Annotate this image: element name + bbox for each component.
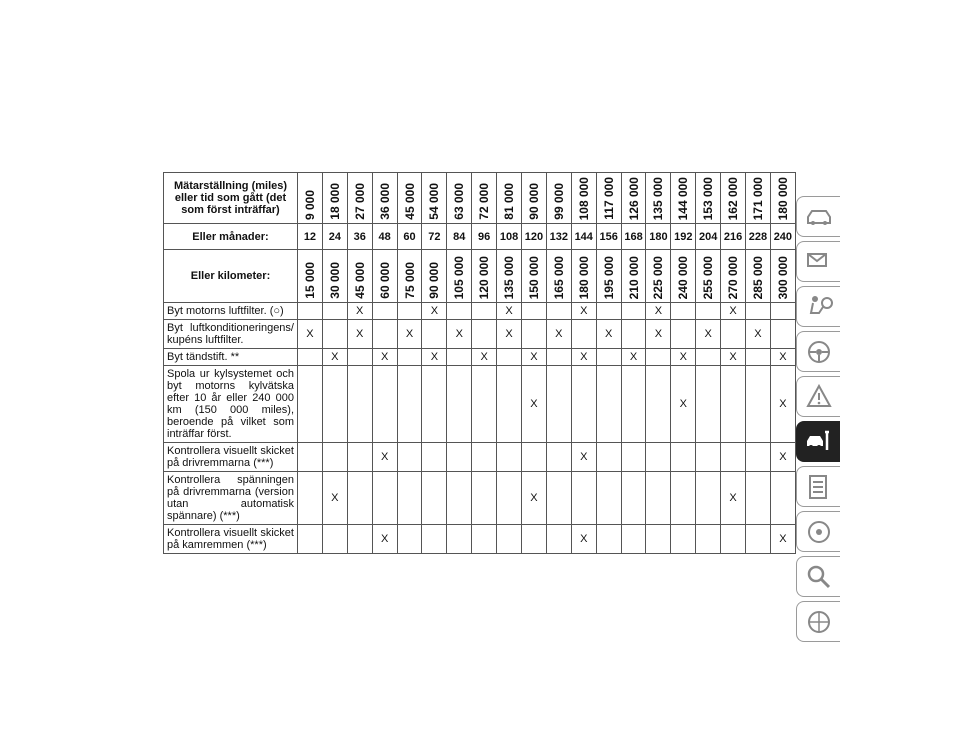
- schedule-mark: [646, 525, 671, 554]
- km-column-header: [571, 250, 596, 303]
- mileage-column-header-value: 81 000: [502, 183, 517, 220]
- km-column-header-value: 120 000: [477, 255, 492, 299]
- km-column-header: [298, 250, 323, 303]
- months-column-header: 132: [546, 224, 571, 250]
- km-column-header: [596, 250, 621, 303]
- mileage-column-header: [696, 173, 721, 224]
- km-column-header: [497, 250, 522, 303]
- months-header-label: Eller månader:: [164, 224, 298, 250]
- maintenance-item-label: Kontrollera visuellt skicket på kamremmen (***): [164, 525, 298, 554]
- table-row: [164, 320, 796, 349]
- schedule-mark: [447, 349, 472, 366]
- mileage-column-header: [646, 173, 671, 224]
- schedule-mark: [422, 525, 447, 554]
- mileage-column-header: [621, 173, 646, 224]
- chapter-tab[interactable]: [796, 286, 840, 327]
- mileage-header-label: Mätarställning (miles) eller tid som gått (det som först inträffar): [164, 173, 298, 224]
- schedule-mark: X: [571, 525, 596, 554]
- chapter-tab[interactable]: [796, 466, 840, 507]
- schedule-mark: [447, 303, 472, 320]
- months-column-header: 180: [646, 224, 671, 250]
- km-column-header: [447, 250, 472, 303]
- schedule-mark: X: [447, 320, 472, 349]
- schedule-mark: [621, 443, 646, 472]
- mileage-column-header: [447, 173, 472, 224]
- table-row: [164, 443, 796, 472]
- schedule-mark: [397, 472, 422, 525]
- km-column-header-value: 210 000: [626, 255, 641, 299]
- km-column-header: [372, 250, 397, 303]
- km-column-header-value: 285 000: [750, 255, 765, 299]
- mileage-column-header: [721, 173, 746, 224]
- schedule-mark: [447, 366, 472, 443]
- mileage-column-header: [322, 173, 347, 224]
- schedule-mark: [522, 443, 547, 472]
- chapter-tabs: [796, 196, 840, 646]
- schedule-mark: [770, 303, 795, 320]
- months-column-header: 84: [447, 224, 472, 250]
- schedule-mark: [546, 472, 571, 525]
- schedule-mark: X: [522, 349, 547, 366]
- schedule-mark: X: [397, 320, 422, 349]
- schedule-mark: [372, 366, 397, 443]
- schedule-mark: [621, 366, 646, 443]
- months-column-header: 228: [746, 224, 771, 250]
- schedule-mark: X: [621, 349, 646, 366]
- schedule-mark: [546, 366, 571, 443]
- schedule-mark: [770, 472, 795, 525]
- schedule-mark: [571, 366, 596, 443]
- km-column-header: [347, 250, 372, 303]
- schedule-mark: [347, 472, 372, 525]
- table-row: [164, 303, 796, 320]
- schedule-mark: [596, 472, 621, 525]
- schedule-mark: [596, 525, 621, 554]
- schedule-mark: [472, 303, 497, 320]
- mileage-column-header: [497, 173, 522, 224]
- mileage-column-header: [397, 173, 422, 224]
- km-column-header-value: 255 000: [701, 255, 716, 299]
- schedule-mark: X: [372, 349, 397, 366]
- schedule-mark: [596, 349, 621, 366]
- schedule-mark: [422, 366, 447, 443]
- schedule-mark: X: [721, 472, 746, 525]
- schedule-mark: X: [347, 303, 372, 320]
- schedule-mark: [621, 320, 646, 349]
- mileage-column-header: [571, 173, 596, 224]
- months-column-header: 96: [472, 224, 497, 250]
- table-row: [164, 366, 796, 443]
- schedule-mark: [472, 443, 497, 472]
- schedule-mark: X: [671, 349, 696, 366]
- schedule-mark: [621, 525, 646, 554]
- mileage-column-header: [770, 173, 795, 224]
- mileage-column-header-value: 144 000: [676, 176, 691, 220]
- maintenance-item-label: Spola ur kylsystemet och byt motorns kylvätska efter 10 år eller 240 000 km (150 000 miles), beroende på vilket som inträffar först.: [164, 366, 298, 443]
- mileage-column-header: [372, 173, 397, 224]
- km-column-header-value: 165 000: [551, 255, 566, 299]
- schedule-mark: [322, 303, 347, 320]
- km-column-header-value: 15 000: [302, 262, 317, 299]
- mileage-column-header-value: 171 000: [750, 176, 765, 220]
- schedule-mark: [522, 320, 547, 349]
- km-column-header-value: 45 000: [352, 262, 367, 299]
- km-column-header: [746, 250, 771, 303]
- mileage-column-header-value: 126 000: [626, 176, 641, 220]
- schedule-mark: [671, 525, 696, 554]
- mileage-column-header-value: 135 000: [651, 176, 666, 220]
- schedule-mark: [546, 349, 571, 366]
- schedule-mark: [497, 443, 522, 472]
- schedule-mark: X: [322, 472, 347, 525]
- km-column-header: [522, 250, 547, 303]
- schedule-mark: [372, 472, 397, 525]
- km-header-label: Eller kilometer:: [164, 250, 298, 303]
- maintenance-item-label: Byt tändstift. **: [164, 349, 298, 366]
- schedule-mark: [696, 525, 721, 554]
- km-column-header: [696, 250, 721, 303]
- mileage-column-header: [472, 173, 497, 224]
- km-column-header-value: 135 000: [502, 255, 517, 299]
- schedule-mark: X: [497, 303, 522, 320]
- schedule-mark: X: [571, 303, 596, 320]
- km-column-header-value: 270 000: [726, 255, 741, 299]
- schedule-mark: [522, 525, 547, 554]
- table-row: [164, 349, 796, 366]
- schedule-mark: [596, 303, 621, 320]
- schedule-mark: [621, 472, 646, 525]
- km-column-header-value: 75 000: [402, 262, 417, 299]
- mileage-column-header-value: 9 000: [302, 189, 317, 220]
- km-column-header: [671, 250, 696, 303]
- chapter-tab[interactable]: [796, 376, 840, 417]
- chapter-tab[interactable]: [796, 556, 840, 597]
- km-column-header-value: 105 000: [452, 255, 467, 299]
- schedule-mark: X: [298, 320, 323, 349]
- months-column-header: 156: [596, 224, 621, 250]
- chapter-tab[interactable]: [796, 331, 840, 372]
- schedule-mark: [447, 443, 472, 472]
- mileage-column-header: [347, 173, 372, 224]
- schedule-mark: [422, 320, 447, 349]
- schedule-mark: X: [721, 303, 746, 320]
- chapter-tab[interactable]: [796, 196, 840, 237]
- schedule-mark: [298, 303, 323, 320]
- schedule-mark: [721, 320, 746, 349]
- maintenance-item-label: Byt luftkonditioneringens/ kupéns luftfilter.: [164, 320, 298, 349]
- schedule-mark: [721, 443, 746, 472]
- km-column-header: [770, 250, 795, 303]
- mileage-column-header: [546, 173, 571, 224]
- schedule-mark: [447, 472, 472, 525]
- schedule-mark: [472, 525, 497, 554]
- schedule-mark: [696, 349, 721, 366]
- schedule-mark: [447, 525, 472, 554]
- km-column-header-value: 225 000: [651, 255, 666, 299]
- months-column-header: 24: [322, 224, 347, 250]
- schedule-mark: X: [571, 349, 596, 366]
- km-header-row: [164, 250, 796, 303]
- schedule-mark: [646, 472, 671, 525]
- schedule-mark: [422, 472, 447, 525]
- schedule-mark: [322, 443, 347, 472]
- schedule-mark: [696, 472, 721, 525]
- schedule-mark: [721, 525, 746, 554]
- schedule-mark: [546, 525, 571, 554]
- schedule-mark: X: [770, 366, 795, 443]
- km-column-header: [422, 250, 447, 303]
- mileage-column-header: [746, 173, 771, 224]
- schedule-mark: [596, 443, 621, 472]
- schedule-mark: [298, 443, 323, 472]
- table-row: [164, 472, 796, 525]
- schedule-mark: [298, 366, 323, 443]
- mileage-column-header: [671, 173, 696, 224]
- mileage-column-header-value: 153 000: [701, 176, 716, 220]
- schedule-mark: [347, 349, 372, 366]
- schedule-mark: [746, 303, 771, 320]
- schedule-mark: X: [546, 320, 571, 349]
- schedule-mark: [696, 366, 721, 443]
- months-column-header: 204: [696, 224, 721, 250]
- schedule-mark: [522, 303, 547, 320]
- schedule-mark: X: [596, 320, 621, 349]
- maintenance-schedule-table: [163, 172, 796, 554]
- schedule-mark: X: [522, 366, 547, 443]
- months-header-row: [164, 224, 796, 250]
- months-column-header: 240: [770, 224, 795, 250]
- months-column-header: 72: [422, 224, 447, 250]
- km-column-header-value: 300 000: [775, 255, 790, 299]
- schedule-mark: [571, 472, 596, 525]
- mileage-column-header-value: 27 000: [352, 183, 367, 220]
- schedule-mark: [671, 443, 696, 472]
- months-column-header: 168: [621, 224, 646, 250]
- months-column-header: 216: [721, 224, 746, 250]
- km-column-header: [721, 250, 746, 303]
- mileage-column-header: [596, 173, 621, 224]
- km-column-header: [546, 250, 571, 303]
- km-column-header-value: 180 000: [576, 255, 591, 299]
- mileage-column-header-value: 108 000: [576, 176, 591, 220]
- months-column-header: 108: [497, 224, 522, 250]
- schedule-mark: X: [422, 349, 447, 366]
- mileage-column-header: [298, 173, 323, 224]
- km-column-header-value: 150 000: [526, 255, 541, 299]
- mileage-column-header-value: 18 000: [327, 183, 342, 220]
- km-column-header: [397, 250, 422, 303]
- schedule-mark: [646, 366, 671, 443]
- mileage-column-header-value: 162 000: [726, 176, 741, 220]
- schedule-mark: X: [770, 443, 795, 472]
- schedule-mark: [322, 320, 347, 349]
- schedule-mark: X: [372, 525, 397, 554]
- months-column-header: 48: [372, 224, 397, 250]
- km-column-header-value: 90 000: [427, 262, 442, 299]
- schedule-mark: [671, 320, 696, 349]
- schedule-mark: [472, 366, 497, 443]
- schedule-mark: [298, 349, 323, 366]
- chapter-tab[interactable]: [796, 601, 840, 642]
- schedule-mark: [347, 525, 372, 554]
- km-column-header-value: 240 000: [676, 255, 691, 299]
- mileage-column-header-value: 54 000: [427, 183, 442, 220]
- schedule-mark: X: [646, 320, 671, 349]
- mileage-column-header-value: 63 000: [452, 183, 467, 220]
- mileage-header-row: [164, 173, 796, 224]
- schedule-mark: X: [347, 320, 372, 349]
- schedule-mark: [546, 443, 571, 472]
- km-column-header-value: 30 000: [327, 262, 342, 299]
- months-column-header: 36: [347, 224, 372, 250]
- schedule-mark: [298, 525, 323, 554]
- schedule-mark: [696, 303, 721, 320]
- schedule-mark: X: [770, 349, 795, 366]
- schedule-mark: [397, 349, 422, 366]
- schedule-mark: [746, 443, 771, 472]
- km-column-header: [472, 250, 497, 303]
- months-column-header: 192: [671, 224, 696, 250]
- mileage-column-header: [522, 173, 547, 224]
- schedule-mark: [497, 472, 522, 525]
- km-column-header: [646, 250, 671, 303]
- mileage-column-header-value: 72 000: [477, 183, 492, 220]
- mileage-column-header-value: 45 000: [402, 183, 417, 220]
- months-column-header: 120: [522, 224, 547, 250]
- km-column-header: [322, 250, 347, 303]
- schedule-mark: [746, 349, 771, 366]
- mileage-column-header: [422, 173, 447, 224]
- schedule-mark: [322, 525, 347, 554]
- schedule-mark: [497, 525, 522, 554]
- maintenance-item-label: Kontrollera spänningen på drivremmarna (version utan automatisk spännare) (***): [164, 472, 298, 525]
- schedule-mark: [497, 349, 522, 366]
- schedule-mark: [347, 366, 372, 443]
- schedule-mark: [472, 320, 497, 349]
- schedule-mark: [397, 366, 422, 443]
- chapter-tab[interactable]: [796, 511, 840, 552]
- schedule-mark: [497, 366, 522, 443]
- schedule-mark: X: [671, 366, 696, 443]
- schedule-mark: X: [522, 472, 547, 525]
- schedule-mark: X: [422, 303, 447, 320]
- schedule-mark: [646, 349, 671, 366]
- schedule-mark: [746, 366, 771, 443]
- schedule-mark: X: [746, 320, 771, 349]
- months-column-header: 144: [571, 224, 596, 250]
- schedule-mark: X: [696, 320, 721, 349]
- schedule-mark: [397, 303, 422, 320]
- schedule-mark: [646, 443, 671, 472]
- schedule-mark: [746, 472, 771, 525]
- schedule-mark: X: [721, 349, 746, 366]
- schedule-mark: [372, 320, 397, 349]
- schedule-mark: X: [497, 320, 522, 349]
- km-column-header-value: 195 000: [601, 255, 616, 299]
- schedule-mark: [571, 320, 596, 349]
- mileage-column-header-value: 99 000: [551, 183, 566, 220]
- schedule-mark: [596, 366, 621, 443]
- months-column-header: 60: [397, 224, 422, 250]
- schedule-mark: [671, 303, 696, 320]
- schedule-mark: X: [646, 303, 671, 320]
- maintenance-item-label: Byt motorns luftfilter. (○): [164, 303, 298, 320]
- schedule-mark: [696, 443, 721, 472]
- schedule-mark: [746, 525, 771, 554]
- table-row: [164, 525, 796, 554]
- schedule-mark: [721, 366, 746, 443]
- schedule-mark: [546, 303, 571, 320]
- mileage-column-header-value: 90 000: [526, 183, 541, 220]
- schedule-mark: [298, 472, 323, 525]
- maintenance-item-label: Kontrollera visuellt skicket på drivremmarna (***): [164, 443, 298, 472]
- schedule-mark: [770, 320, 795, 349]
- schedule-mark: [347, 443, 372, 472]
- schedule-mark: [422, 443, 447, 472]
- mileage-column-header-value: 117 000: [601, 177, 616, 220]
- schedule-mark: [322, 366, 347, 443]
- schedule-mark: [671, 472, 696, 525]
- schedule-mark: X: [372, 443, 397, 472]
- months-column-header: 12: [298, 224, 323, 250]
- schedule-mark: X: [770, 525, 795, 554]
- schedule-mark: X: [472, 349, 497, 366]
- schedule-mark: [621, 303, 646, 320]
- mileage-column-header-value: 180 000: [775, 176, 790, 220]
- km-column-header-value: 60 000: [377, 262, 392, 299]
- schedule-mark: X: [322, 349, 347, 366]
- chapter-tab[interactable]: [796, 421, 840, 462]
- chapter-tab[interactable]: [796, 241, 840, 282]
- schedule-mark: X: [571, 443, 596, 472]
- schedule-mark: [397, 443, 422, 472]
- mileage-column-header-value: 36 000: [377, 183, 392, 220]
- schedule-mark: [397, 525, 422, 554]
- schedule-mark: [372, 303, 397, 320]
- schedule-mark: [472, 472, 497, 525]
- km-column-header: [621, 250, 646, 303]
